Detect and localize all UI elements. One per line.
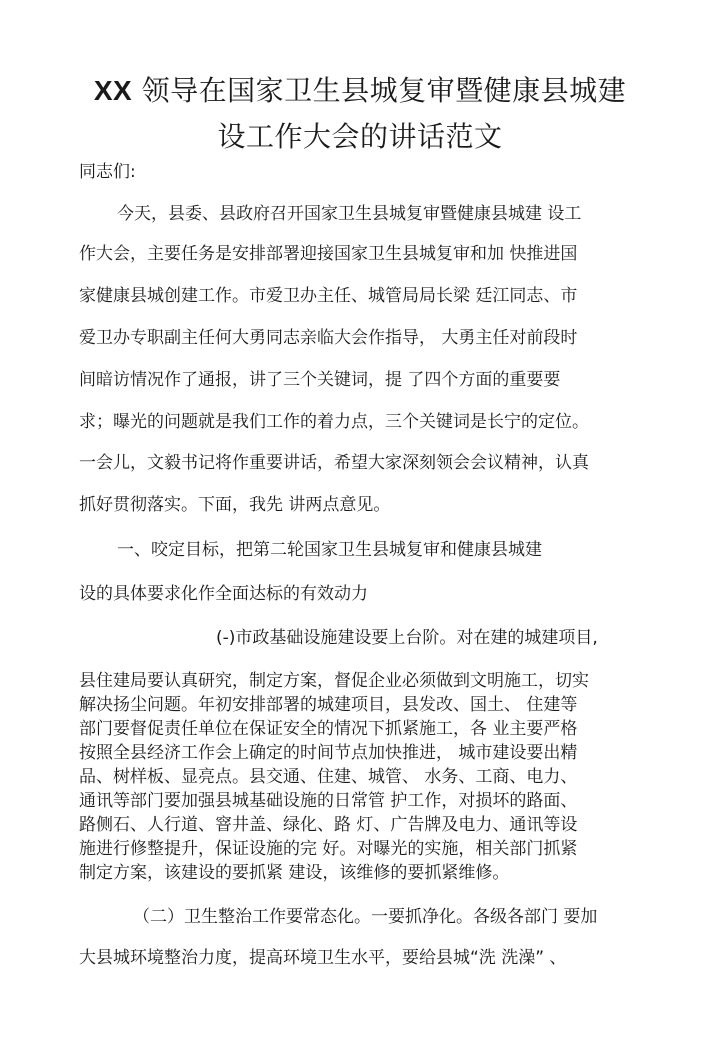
title-line-1	[60, 68, 660, 114]
title-line-2: 设工作大会的讲话范文	[217, 120, 503, 153]
body-line: 部门要督促责任单位在保证安全的情况下抓紧施工，各 业主要严格	[79, 719, 578, 739]
intro-line: 抓好贯彻落实。下面，我先 讲两点意见。	[79, 495, 391, 515]
intro-line: 爱卫办专职副主任何大勇同志亲临大会作指导， 大勇主任对前段时	[79, 328, 578, 348]
section-heading-line: 设的具体要求化作全面达标的有效动力	[79, 584, 368, 604]
body-line: 解决扬尘问题。年初安排部署的城建项目，县发改、国土、 住建等	[79, 695, 578, 715]
subsection-line: 大县城环境整治力度，提高环境卫生水平，要给县城“洗 洗澡” 、	[79, 948, 567, 968]
section-heading-line: 一、咬定目标，把第二轮国家卫生县城复审和健康县城建	[117, 540, 542, 560]
document-title	[60, 68, 660, 160]
intro-line: 一会儿，文毅书记将作重要讲话，希望大家深刻领会会议精神，认真	[79, 453, 589, 473]
subsection-heading: (-)市政基础设施建设要上台阶。对在建的城建项目,	[216, 628, 598, 648]
intro-line: 求；曝光的问题就是我们工作的着力点，三个关键词是长宁的定位。	[79, 412, 589, 432]
body-line: 施进行修整提升，保证设施的完 好。对曝光的实施，相关部门抓紧	[79, 839, 578, 859]
intro-line: 家健康县城创建工作。市爱卫办主任、城管局局长梁 廷江同志、市	[79, 286, 578, 306]
intro-line: 今天，县委、县政府召开国家卫生县城复审暨健康县城建 设工	[117, 204, 582, 224]
body-line: 路侧石、人行道、窨井盖、绿化、路 灯、广告牌及电力、通讯等设	[79, 815, 578, 835]
title-line-1-text: 领导在国家卫生县城复审暨健康县城建	[141, 74, 627, 107]
salutation: 同志们:	[79, 162, 136, 182]
intro-line: 间暗访情况作了通报，讲了三个关键词，提 了四个方面的重要要	[79, 370, 561, 390]
body-line: 制定方案，该建设的要抓紧 建设，该维修的要抓紧维修。	[79, 863, 510, 883]
subsection-line: （二）卫生整治工作要常态化。一要抓净化。各级各部门 要加	[133, 907, 598, 927]
body-line: 按照全县经济工作会上确定的时间节点加快推进， 城市建设要出精	[79, 743, 578, 763]
intro-line: 作大会，主要任务是安排部署迎接国家卫生县城复审和加 快推进国	[79, 244, 578, 264]
title-prefix: XX	[93, 75, 133, 106]
body-line: 县住建局要认真研究，制定方案，督促企业必须做到文明施工，切实	[79, 671, 589, 691]
body-line: 通讯等部门要加强县城基础设施的日常管 护工作，对损坏的路面、	[79, 791, 578, 811]
body-line: 品、树样板、显亮点。县交通、住建、城管、 水务、工商、电力、	[79, 767, 578, 787]
